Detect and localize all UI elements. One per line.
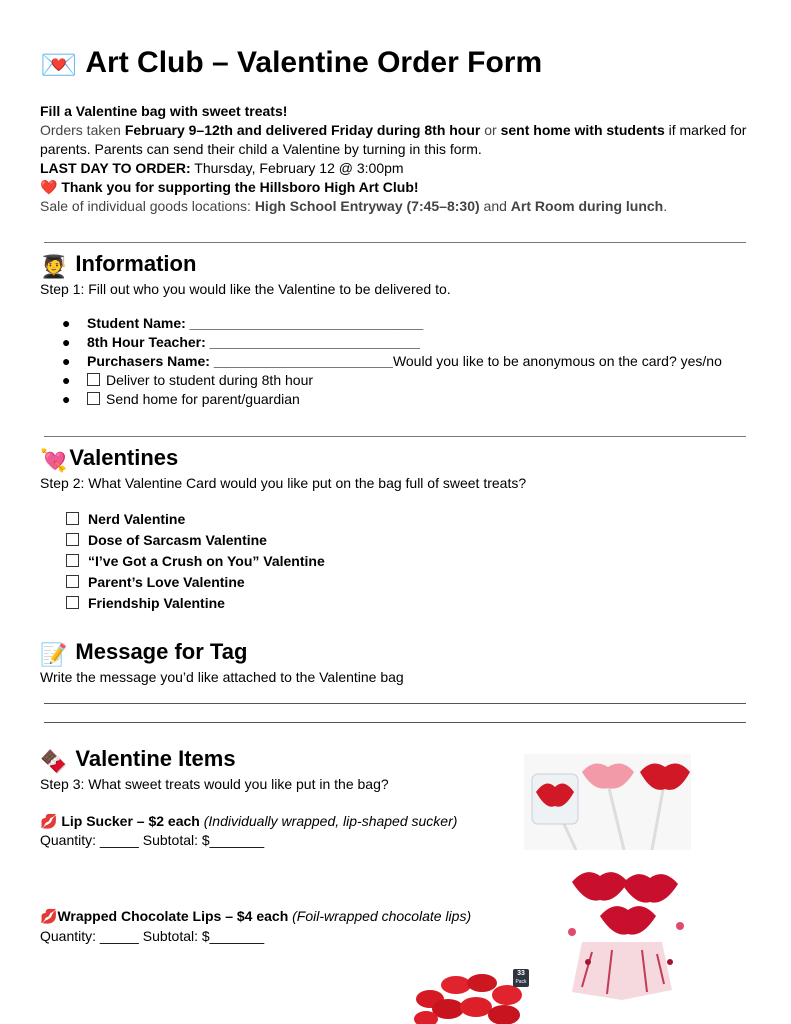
chocolate-lips-bag-photo bbox=[552, 862, 698, 1000]
checkbox-icon[interactable] bbox=[87, 392, 100, 405]
checkbox-icon[interactable] bbox=[66, 575, 79, 588]
love-letter-icon: 💌 bbox=[40, 49, 78, 82]
divider bbox=[44, 242, 746, 243]
divider bbox=[44, 436, 746, 437]
message-line[interactable] bbox=[44, 722, 746, 723]
page-title-text: Art Club – Valentine Order Form bbox=[85, 46, 543, 79]
information-step: Step 1: Fill out who you would like the Valentine to be delivered to. bbox=[40, 281, 451, 297]
pack-count-badge: 33 Pack bbox=[513, 969, 529, 987]
card-option-crush[interactable]: “I’ve Got a Crush on You” Valentine bbox=[66, 551, 325, 572]
page-title bbox=[40, 46, 542, 83]
lip-sucker-quantity[interactable]: Quantity: _____ Subtotal: $_______ bbox=[40, 832, 265, 848]
chocolate-icon: 🍫 bbox=[40, 749, 68, 774]
message-line[interactable] bbox=[44, 703, 746, 704]
chocolate-lips-item: 💋Wrapped Chocolate Lips – $4 each (Foil-wrapped chocolate lips) bbox=[40, 908, 472, 924]
checkbox-icon[interactable] bbox=[87, 373, 100, 386]
lip-sucker-item: 💋 Lip Sucker – $2 each (Individually wrapped, lip-shaped sucker) bbox=[40, 813, 458, 829]
intro-order-dates: Orders taken February 9–12th and delivered Friday during 8th hour or sent home with students if marked for parents. Parents can send their child a Valentine by turning in this form. bbox=[40, 122, 747, 157]
send-home-option[interactable]: ● Send home for parent/guardian bbox=[62, 391, 300, 407]
message-heading: 📝 Message for Tag bbox=[40, 639, 248, 667]
valentines-heading: 💘Valentines bbox=[40, 445, 179, 473]
bullet-icon: ● bbox=[62, 391, 71, 407]
intro-tagline: Fill a Valentine bag with sweet treats! bbox=[40, 103, 288, 119]
lip-sucker-photo bbox=[524, 754, 691, 850]
intro-block bbox=[40, 102, 752, 216]
bullet-icon: ● bbox=[62, 315, 71, 331]
valentines-step: Step 2: What Valentine Card would you like put on the bag full of sweet treats? bbox=[40, 475, 527, 491]
red-heart-icon: ❤️ bbox=[40, 179, 58, 195]
checkbox-icon[interactable] bbox=[66, 512, 79, 525]
bullet-icon: ● bbox=[62, 334, 71, 350]
kiss-mark-icon: 💋 bbox=[40, 908, 58, 924]
lip-bag-illustration bbox=[552, 862, 698, 1000]
purchaser-name-field[interactable]: ● Purchasers Name: _______________________Would you like to be anonymous on the card? yes/no bbox=[62, 353, 722, 369]
card-option-nerd[interactable]: Nerd Valentine bbox=[66, 509, 325, 530]
kiss-mark-icon: 💋 bbox=[40, 813, 58, 829]
deliver-option[interactable]: ● Deliver to student during 8th hour bbox=[62, 372, 314, 388]
student-name-field[interactable]: ● Student Name: ______________________________ bbox=[62, 315, 424, 331]
card-option-parent[interactable]: Parent’s Love Valentine bbox=[66, 572, 325, 593]
bullet-icon: ● bbox=[62, 353, 71, 369]
information-list bbox=[40, 314, 722, 409]
card-option-sarcasm[interactable]: Dose of Sarcasm Valentine bbox=[66, 530, 325, 551]
bullet-icon: ● bbox=[62, 372, 71, 388]
lip-sucker-illustration bbox=[524, 754, 691, 850]
student-icon: 🧑‍🎓 bbox=[40, 254, 68, 279]
message-step: Write the message you’d like attached to the Valentine bag bbox=[40, 669, 404, 685]
checkbox-icon[interactable] bbox=[66, 554, 79, 567]
heart-arrow-icon: 💘 bbox=[40, 448, 68, 473]
checkbox-icon[interactable] bbox=[66, 533, 79, 546]
valentine-card-options bbox=[66, 509, 325, 614]
intro-locations: Sale of individual goods locations: High School Entryway (7:45–8:30) and Art Room during lunch. bbox=[40, 198, 668, 214]
checkbox-icon[interactable] bbox=[66, 596, 79, 609]
anonymous-question: Would you like to be anonymous on the card? yes/no bbox=[392, 353, 722, 369]
memo-icon: 📝 bbox=[40, 642, 68, 667]
chocolate-lips-quantity[interactable]: Quantity: _____ Subtotal: $_______ bbox=[40, 928, 265, 944]
information-heading: 🧑‍🎓 Information bbox=[40, 251, 197, 279]
items-step: Step 3: What sweet treats would you like put in the bag? bbox=[40, 776, 389, 792]
card-option-friendship[interactable]: Friendship Valentine bbox=[66, 593, 325, 614]
teacher-field[interactable]: ● 8th Hour Teacher: ___________________________ bbox=[62, 334, 420, 350]
intro-thanks: ❤️ Thank you for supporting the Hillsboro High Art Club! bbox=[40, 179, 419, 195]
intro-deadline: LAST DAY TO ORDER: Thursday, February 12 @ 3:00pm bbox=[40, 160, 404, 176]
items-heading: 🍫 Valentine Items bbox=[40, 746, 236, 774]
